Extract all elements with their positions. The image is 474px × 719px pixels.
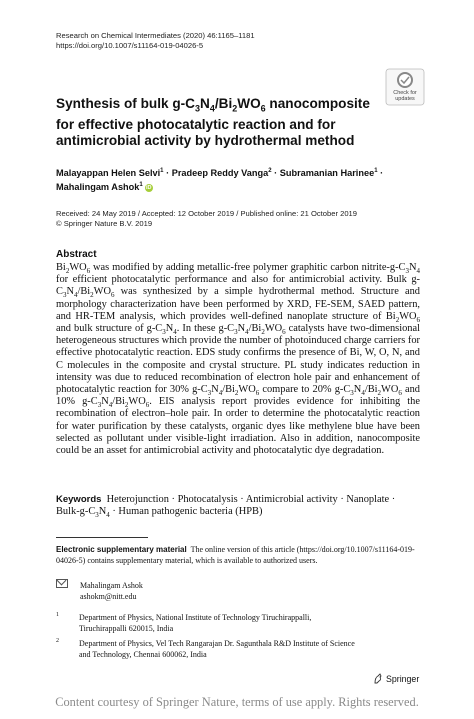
esm-text[interactable]: The online version of this article (https://doi.org/10.1007/s11164-019-04026-5) contains supplementary material, which is available to authorized users. — [56, 545, 415, 565]
journal-header — [56, 31, 255, 51]
esm-label: Electronic supplementary material — [56, 545, 187, 554]
keywords-label: Keywords — [56, 494, 102, 505]
contact-name: Mahalingam Ashok — [80, 581, 143, 590]
affiliation-1: 1 Department of Physics, National Institute of Technology Tiruchirappalli, Tiruchirappalli 620015, India — [56, 612, 312, 633]
dates-line: Received: 24 May 2019 / Accepted: 12 October 2019 / Published online: 21 October 2019 — [56, 209, 357, 218]
footnote-divider — [56, 537, 148, 538]
article-title: Synthesis of bulk $g-C_3N_4/Bi_2WO_6$ nanocomposite for effective photocatalytic reaction and for antimicrobial activity by hydrothermal method — [56, 96, 370, 148]
copyright-line: © Springer Nature B.V. 2019 — [56, 219, 153, 228]
check-for-updates-badge[interactable] — [385, 68, 425, 106]
mail-icon — [56, 579, 68, 588]
publisher-logo — [373, 673, 419, 684]
contact-email[interactable]: ashokm@nitt.edu — [80, 592, 137, 601]
watermark: Content courtesy of Springer Nature, terms of use apply. Rights reserved. — [55, 695, 419, 709]
abstract-heading: Abstract — [56, 249, 97, 260]
corresponding-author — [56, 579, 143, 602]
keywords — [56, 494, 420, 519]
keywords-text: Heterojunction · Photocatalysis · Antimicrobial activity · Nanoplate · Bulk-$g-C_3N_4$ · Human pathogenic bacteria (HPB) — [56, 494, 396, 520]
publication-history — [56, 209, 357, 229]
badge-line2: updates — [395, 96, 415, 102]
springer-horse-icon — [373, 673, 383, 684]
journal-citation: Research on Chemical Intermediates (2020) 46:1165–1181 — [56, 31, 255, 40]
author-name[interactable]: Pradeep Reddy Vanga — [171, 168, 269, 179]
author-name[interactable]: Subramanian Harinee — [279, 168, 375, 179]
orcid-icon[interactable]: iD — [145, 185, 152, 192]
publisher-name: Springer — [386, 674, 420, 684]
author-name[interactable]: Malayappan Helen Selvi — [56, 168, 161, 179]
affiliation-2: 2 Department of Physics, Vel Tech Rangarajan Dr. Sagunthala R&D Institute of Science and Technology, Chennai 600062, India — [56, 638, 355, 659]
abstract-text: $Bi_2WO_6$ was modified by adding metallic-free polymer graphitic carbon nitrite-$g-C_3N_4$ for efficient photocatalytic performance and also for antimicrobial activity. Bulk $g-C_3N_4/Bi_2WO_6$ was synthesized by a simple hydrothermal method. Structure and morphology characterization have been performed by XRD, FE-SEM, SAED pattern, and HR-TEM analysis, which provides well-defined nanoplate structure of $Bi_2WO_6$ and bulk structure of $g-C_3N_4$. In these $g-C_3N_4/Bi_2WO_6$ catalysts have two-dimensional heterogeneous structures which provide the number of photoinduced charge carriers for effective photocatalytic reaction. EDS study confirms the presence of Bi, W, O, N, and C molecules in the composite and crystal structure. PL study indicates reduction in intensity was due to reduced recombination of electron hole pair and enhancement of photocatalytic reaction for 30% $g-C_3N_4/Bi_2WO_6$ compare to 20% $g-C_3N_4/Bi_2WO_6$ and 10% $g-C_3N_4/Bi_2WO_6$. EIS analysis report provides evidence for inhibiting the recombination of electron–hole pair. In order to determine the photocatalytic reaction for water purification by these catalysts, organic dyes like methylene blue have been selected as pollutant under visible-light irradiation. Also in addition, nanocomposite could be an asset for antimicrobial activity and photocatalytic dye degradation. — [56, 262, 421, 457]
doi-link[interactable]: https://doi.org/10.1007/s11164-019-04026-5 — [56, 41, 204, 50]
author-list: Malayappan Helen Selvi$^1$ · Pradeep Reddy Vanga$^2$ · Subramanian Harinee$^1$ · Mahalingam Ashok$^1$iD — [56, 168, 384, 193]
author-name[interactable]: Mahalingam Ashok — [56, 182, 140, 193]
supplementary-note — [56, 544, 420, 566]
badge-line1: Check for — [393, 90, 417, 96]
check-for-updates-icon — [385, 68, 425, 106]
